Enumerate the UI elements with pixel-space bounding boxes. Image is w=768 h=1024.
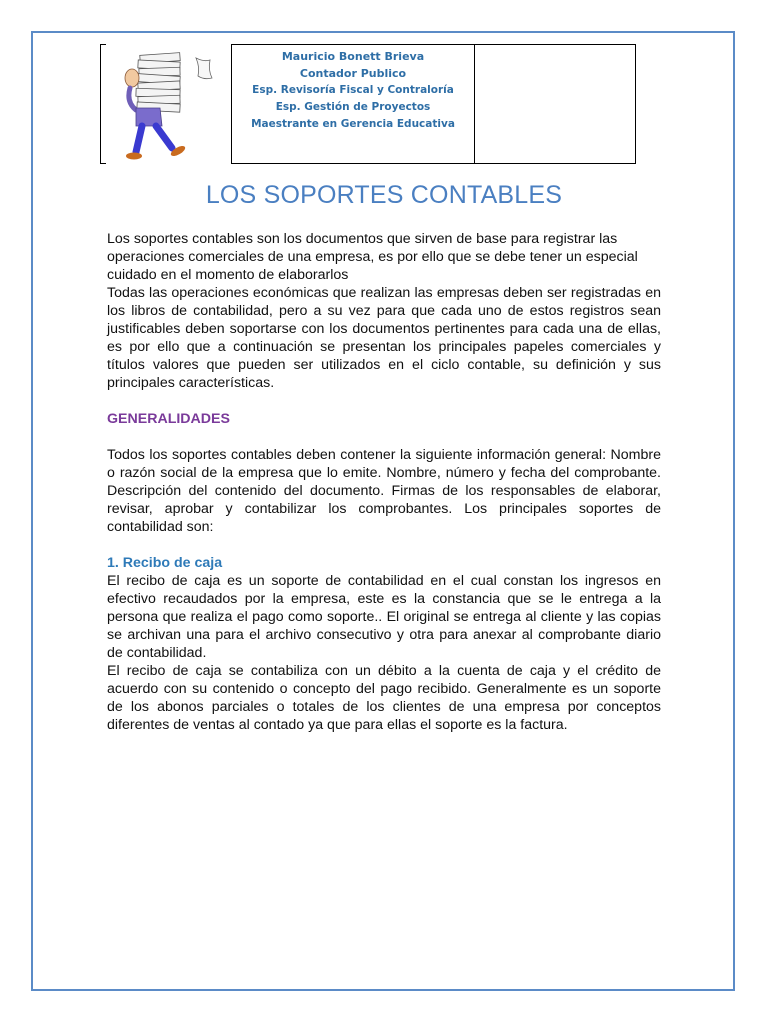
recibo-paragraph-1: El recibo de caja es un soporte de contabilidad en el cual constan los ingresos en efectivo recaudados por la empresa, este es la constancia que se le entrega a la persona que realiza el pago como soporte.. El original se entrega al cliente y las copias se archivan una para el archivo consecutivo y otra para anexar al comprobante diario de contabilidad. [107, 573, 661, 661]
letterhead-credentials [231, 44, 475, 164]
letterhead-left-bracket [100, 44, 106, 164]
generalidades-heading: GENERALIDADES [107, 411, 230, 427]
intro-paragraph-1: Los soportes contables son los documentos que sirven de base para registrar las operaciones comerciales de una empresa, es por ello que se debe tener un especial cuidado en el momento de elaborarlos [107, 231, 638, 283]
recibo-de-caja-heading: 1. Recibo de caja [107, 555, 223, 571]
recibo-paragraph-2: El recibo de caja se contabiliza con un débito a la cuenta de caja y el crédito de acuerdo con su contenido o concepto del pago recibido. Generalmente es un soporte de los abonos parciales o totales de los clientes de una empresa por conceptos diferentes de ventas al contado ya que para ellas el soporte es la factura. [107, 663, 661, 733]
author-name: Mauricio Bonett Brieva [281, 50, 425, 63]
author-specialization-3: Maestrante en Gerencia Educativa [251, 118, 455, 130]
author-title: Contador Publico [299, 67, 407, 80]
intro-paragraph-2: Todas las operaciones económicas que realizan las empresas deben ser registradas en los libros de contabilidad, pero a su vez para que cada uno de estos registros sean justificables deben soportarse con los documentos pertinentes para cada una de ellas, es por ello que a continuación se presentan los principales papeles comerciales y títulos valores que pueden ser utilizados en el ciclo contable, su definición y sus principales características. [107, 285, 661, 391]
paper-carrier-illustration [118, 48, 228, 163]
generalidades-paragraph: Todos los soportes contables deben contener la siguiente información general: Nombre o razón social de la empresa que lo emite. Nombre, número y fecha del comprobante. Descripción del contenido del documento. Firmas de los responsables de elaborar, revisar, aprobar y contabilizar los comprobantes. Los principales soportes de contabilidad son: [107, 447, 661, 535]
letterhead [100, 44, 636, 164]
document-body [107, 230, 661, 734]
letterhead-empty-cell [474, 44, 636, 164]
document-title: LOS SOPORTES CONTABLES [205, 181, 563, 209]
author-specialization-2: Esp. Gestión de Proyectos [275, 101, 431, 113]
author-specialization-1: Esp. Revisoría Fiscal y Contraloría [252, 84, 454, 96]
